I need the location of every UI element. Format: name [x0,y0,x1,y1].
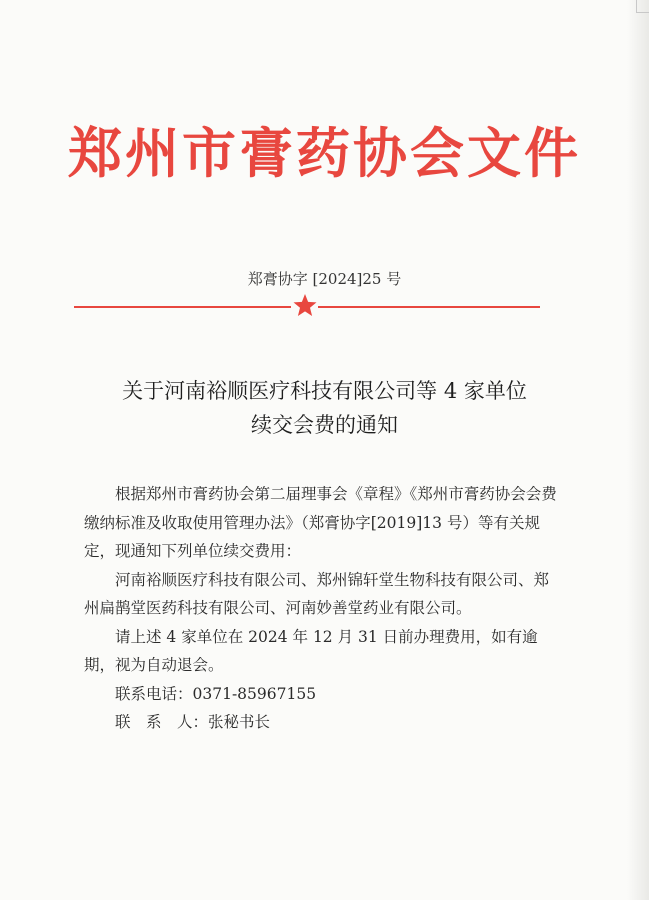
scan-corner-mark [636,0,649,13]
contact-phone: 联系电话：0371-85967155 [115,684,317,703]
red-rule-right [318,306,540,308]
notice-title-line-2: 续交会费的通知 [251,413,398,437]
red-rule-left [74,306,291,308]
paragraph-units: 河南裕顺医疗科技有限公司、郑州锦轩堂生物科技有限公司、郑州扁鹊堂医药科技有限公司、河南妙善堂药业有限公司。 [84,570,550,617]
document-masthead: 郑州市膏药协会文件 [68,121,581,185]
paragraph-basis: 根据郑州市膏药协会第二届理事会《章程》《郑州市膏药协会会费缴纳标准及收取使用管理办法》（郑膏协字[2019]13 号）等有关规定，现通知下列单位续交费用： [84,485,557,560]
red-star-icon [292,292,318,318]
notice-body [84,480,558,737]
notice-title-line-1: 关于河南裕顺医疗科技有限公司等 4 家单位 [122,379,527,403]
contact-person: 联 系 人：张秘书长 [115,713,271,731]
paragraph-deadline: 请上述 4 家单位在 2024 年 12 月 31 日前办理费用，如有逾期，视为自动退会。 [84,627,538,674]
document-number: 郑膏协字 [2024]25 号 [247,270,402,288]
notice-title [0,374,649,442]
